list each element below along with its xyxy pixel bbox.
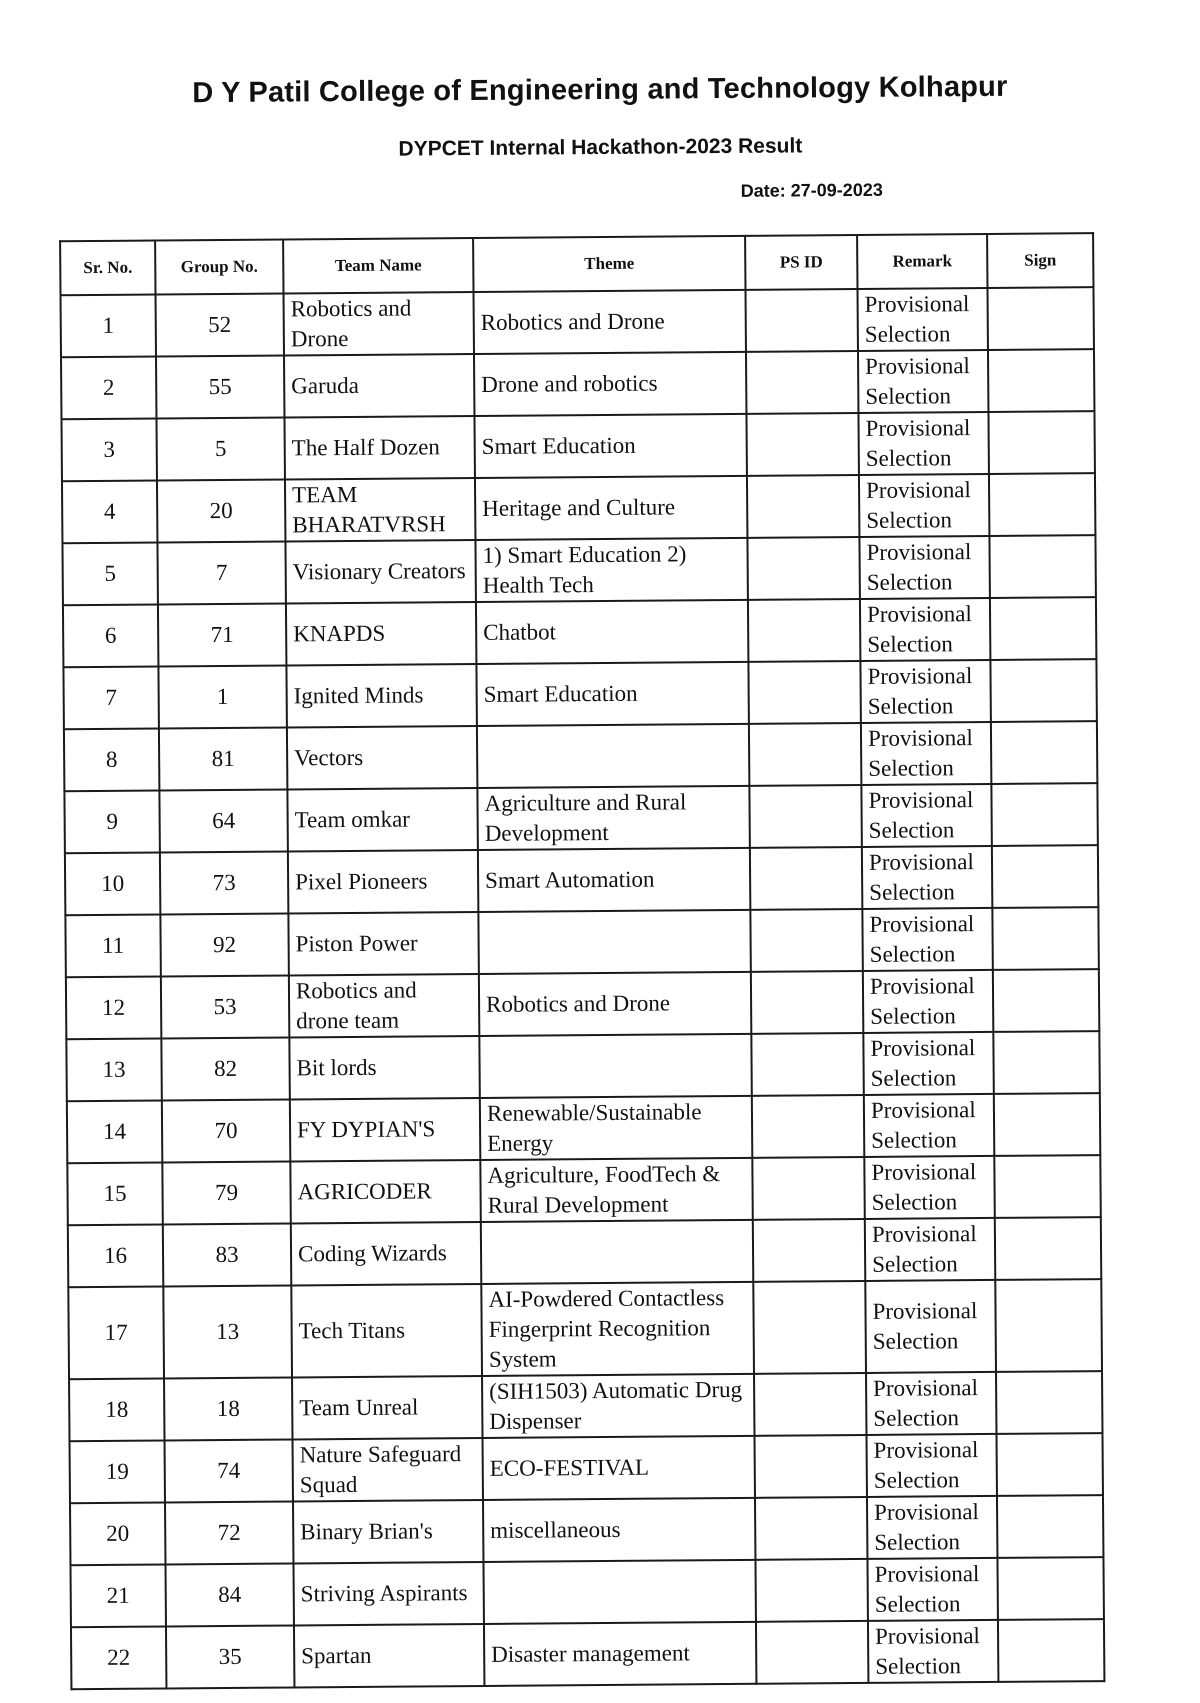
remark-cell: Provisional Selection (859, 474, 989, 537)
theme-cell: Disaster management (484, 1622, 756, 1686)
remark-cell: Provisional Selection (858, 412, 988, 475)
remark-cell: Provisional Selection (858, 350, 988, 413)
ps-id-cell (747, 475, 859, 538)
group-no-cell: 72 (165, 1501, 293, 1564)
theme-cell (477, 724, 749, 788)
team-name-cell: Visionary Creators (285, 540, 475, 603)
group-no-cell: 7 (157, 541, 285, 604)
ps-id-cell (752, 1157, 864, 1220)
remark-cell: Provisional Selection (859, 536, 989, 599)
team-name-cell: Robotics and Drone (284, 292, 474, 355)
theme-cell: (SIH1503) Automatic Drug Dispenser (482, 1374, 754, 1438)
sr-no-cell: 13 (66, 1038, 161, 1101)
ps-id-cell (751, 971, 863, 1034)
table-row (64, 721, 1097, 791)
remark-cell: Provisional Selection (867, 1558, 997, 1621)
group-no-cell: 55 (156, 355, 284, 418)
remark-cell: Provisional Selection (861, 722, 991, 785)
group-no-cell: 71 (158, 603, 286, 666)
sr-no-cell: 4 (62, 480, 157, 543)
sign-cell (996, 1433, 1102, 1496)
sign-cell (988, 349, 1094, 412)
sign-cell (994, 1093, 1100, 1156)
team-name-cell: Piston Power (288, 912, 478, 975)
team-name-cell: KNAPDS (286, 602, 476, 665)
theme-cell: Smart Education (474, 414, 746, 478)
ps-id-cell (749, 723, 861, 786)
table-row (66, 1031, 1099, 1101)
group-no-cell: 79 (162, 1161, 290, 1224)
ps-id-cell (746, 413, 858, 476)
team-name-cell: Spartan (294, 1624, 484, 1687)
col-header-group-no: Group No. (155, 239, 283, 294)
ps-id-cell (749, 785, 861, 848)
table-row (61, 411, 1094, 481)
theme-cell (481, 1220, 753, 1284)
sign-cell (991, 721, 1097, 784)
team-name-cell: The Half Dozen (284, 416, 474, 479)
sr-no-cell: 15 (67, 1162, 162, 1225)
group-no-cell: 5 (156, 417, 284, 480)
sr-no-cell: 19 (70, 1440, 165, 1503)
col-header-theme: Theme (473, 236, 745, 292)
table-row (61, 349, 1094, 419)
result-title: DYPCET Internal Hackathon-2023 Result (398, 134, 803, 161)
sign-cell (988, 411, 1094, 474)
sr-no-cell: 9 (64, 790, 159, 853)
sign-cell (992, 845, 1098, 908)
ps-id-cell (746, 351, 858, 414)
col-header-sr-no: Sr. No. (60, 240, 155, 295)
result-date: Date: 27-09-2023 (740, 179, 883, 201)
ps-id-cell (745, 289, 857, 352)
sr-no-cell: 12 (66, 976, 161, 1039)
ps-id-cell (754, 1435, 866, 1498)
table-row (63, 597, 1096, 667)
table-row (71, 1619, 1104, 1689)
team-name-cell: Bit lords (289, 1036, 479, 1099)
sign-cell (998, 1619, 1104, 1682)
table-row (67, 1093, 1100, 1163)
remark-cell: Provisional Selection (866, 1372, 996, 1435)
sign-cell (989, 535, 1095, 598)
theme-cell: Heritage and Culture (475, 476, 747, 540)
sr-no-cell: 21 (70, 1564, 165, 1627)
sr-no-cell: 2 (61, 356, 156, 419)
remark-cell: Provisional Selection (866, 1434, 996, 1497)
sr-no-cell: 1 (61, 294, 156, 357)
remark-cell: Provisional Selection (861, 784, 991, 847)
sr-no-cell: 11 (65, 914, 160, 977)
sr-no-cell: 17 (68, 1286, 164, 1379)
sign-cell (995, 1279, 1102, 1372)
theme-cell (479, 1034, 751, 1098)
sr-no-cell: 5 (62, 542, 157, 605)
remark-cell: Provisional Selection (867, 1496, 997, 1559)
sign-cell (997, 1495, 1103, 1558)
table-row (70, 1433, 1103, 1503)
group-no-cell: 92 (160, 913, 288, 976)
ps-id-cell (756, 1621, 868, 1684)
team-name-cell: Nature Safeguard Squad (293, 1438, 483, 1501)
sr-no-cell: 20 (70, 1502, 165, 1565)
ps-id-cell (753, 1219, 865, 1282)
group-no-cell: 74 (165, 1439, 293, 1502)
ps-id-cell (751, 1033, 863, 1096)
sr-no-cell: 14 (67, 1100, 162, 1163)
theme-cell: miscellaneous (483, 1498, 755, 1562)
team-name-cell: TEAM BHARATVRSH (285, 478, 475, 541)
ps-id-cell (755, 1559, 867, 1622)
ps-id-cell (755, 1497, 867, 1560)
team-name-cell: FY DYPIAN'S (290, 1098, 480, 1161)
group-no-cell: 35 (166, 1625, 294, 1688)
sign-cell (992, 907, 1098, 970)
group-no-cell: 52 (156, 293, 284, 356)
theme-cell: Smart Automation (478, 848, 750, 912)
ps-id-cell (748, 661, 860, 724)
team-name-cell: Binary Brian's (293, 1500, 483, 1563)
group-no-cell: 73 (160, 851, 288, 914)
theme-cell: Smart Education (476, 662, 748, 726)
theme-cell: Drone and robotics (474, 352, 746, 416)
team-name-cell: Tech Titans (291, 1284, 482, 1377)
group-no-cell: 1 (158, 665, 286, 728)
theme-cell: Renewable/Sustainable Energy (480, 1096, 752, 1160)
theme-cell: Agriculture, FoodTech & Rural Development (480, 1158, 752, 1222)
group-no-cell: 18 (164, 1377, 292, 1440)
team-name-cell: AGRICODER (290, 1160, 480, 1223)
group-no-cell: 82 (161, 1037, 289, 1100)
table-row (62, 535, 1095, 605)
table-row (69, 1371, 1102, 1441)
group-no-cell: 53 (161, 975, 289, 1038)
team-name-cell: Team Unreal (292, 1376, 482, 1439)
table-row (70, 1495, 1103, 1565)
team-name-cell: Pixel Pioneers (288, 850, 478, 913)
table-row (63, 659, 1096, 729)
sign-cell (993, 969, 1099, 1032)
theme-cell: Robotics and Drone (479, 972, 751, 1036)
ps-id-cell (752, 1095, 864, 1158)
table-row (65, 907, 1098, 977)
team-name-cell: Robotics and drone team (289, 974, 479, 1037)
group-no-cell: 84 (165, 1563, 293, 1626)
sr-no-cell: 8 (64, 728, 159, 791)
theme-cell: ECO-FESTIVAL (483, 1436, 755, 1500)
theme-cell (483, 1560, 755, 1624)
ps-id-cell (753, 1281, 866, 1374)
table-row (64, 783, 1097, 853)
table-header-row (60, 233, 1093, 295)
group-no-cell: 13 (163, 1285, 292, 1378)
sign-cell (990, 659, 1096, 722)
sr-no-cell: 16 (68, 1224, 163, 1287)
theme-cell: 1) Smart Education 2) Health Tech (475, 538, 747, 602)
table-row (67, 1155, 1100, 1225)
table-body (61, 287, 1105, 1689)
remark-cell: Provisional Selection (857, 288, 987, 351)
team-name-cell: Team omkar (287, 788, 477, 851)
sr-no-cell: 3 (61, 418, 156, 481)
sr-no-cell: 7 (63, 666, 158, 729)
team-name-cell: Coding Wizards (291, 1222, 481, 1285)
table-row (61, 287, 1094, 357)
theme-cell: Agriculture and Rural Development (477, 786, 749, 850)
group-no-cell: 70 (162, 1099, 290, 1162)
sign-cell (997, 1557, 1103, 1620)
col-header-remark: Remark (857, 234, 987, 289)
sign-cell (989, 473, 1095, 536)
theme-cell: Chatbot (476, 600, 748, 664)
table-row (70, 1557, 1103, 1627)
team-name-cell: Ignited Minds (286, 664, 476, 727)
sign-cell (994, 1155, 1100, 1218)
ps-id-cell (750, 909, 862, 972)
theme-cell (478, 910, 750, 974)
team-name-cell: Striving Aspirants (293, 1562, 483, 1625)
college-title: D Y Patil College of Engineering and Technology Kolhapur (192, 70, 1008, 110)
sign-cell (991, 783, 1097, 846)
theme-cell: AI-Powdered Contactless Fingerprint Recognition System (481, 1282, 754, 1376)
remark-cell: Provisional Selection (860, 660, 990, 723)
ps-id-cell (754, 1373, 866, 1436)
team-name-cell: Vectors (287, 726, 477, 789)
table-row (68, 1217, 1101, 1287)
sign-cell (995, 1217, 1101, 1280)
sr-no-cell: 18 (69, 1378, 164, 1441)
group-no-cell: 83 (163, 1223, 291, 1286)
remark-cell: Provisional Selection (860, 598, 990, 661)
sign-cell (993, 1031, 1099, 1094)
sr-no-cell: 10 (65, 852, 160, 915)
remark-cell: Provisional Selection (864, 1094, 994, 1157)
ps-id-cell (747, 537, 859, 600)
remark-cell: Provisional Selection (868, 1620, 998, 1683)
remark-cell: Provisional Selection (865, 1280, 996, 1373)
table-row (62, 473, 1095, 543)
table-row (66, 969, 1099, 1039)
remark-cell: Provisional Selection (862, 846, 992, 909)
team-name-cell: Garuda (284, 354, 474, 417)
sr-no-cell: 22 (71, 1626, 166, 1689)
col-header-sign: Sign (987, 233, 1093, 288)
ps-id-cell (750, 847, 862, 910)
result-table (59, 232, 1105, 1690)
remark-cell: Provisional Selection (863, 1032, 993, 1095)
table-row (65, 845, 1098, 915)
group-no-cell: 81 (159, 727, 287, 790)
theme-cell: Robotics and Drone (474, 290, 746, 354)
sign-cell (987, 287, 1093, 350)
table-row (68, 1279, 1102, 1379)
col-header-ps-id: PS ID (745, 235, 857, 290)
sign-cell (990, 597, 1096, 660)
remark-cell: Provisional Selection (862, 908, 992, 971)
ps-id-cell (748, 599, 860, 662)
sign-cell (996, 1371, 1102, 1434)
remark-cell: Provisional Selection (864, 1156, 994, 1219)
group-no-cell: 20 (157, 479, 285, 542)
remark-cell: Provisional Selection (863, 970, 993, 1033)
col-header-team-name: Team Name (283, 238, 473, 293)
remark-cell: Provisional Selection (865, 1218, 995, 1281)
group-no-cell: 64 (159, 789, 287, 852)
sr-no-cell: 6 (63, 604, 158, 667)
